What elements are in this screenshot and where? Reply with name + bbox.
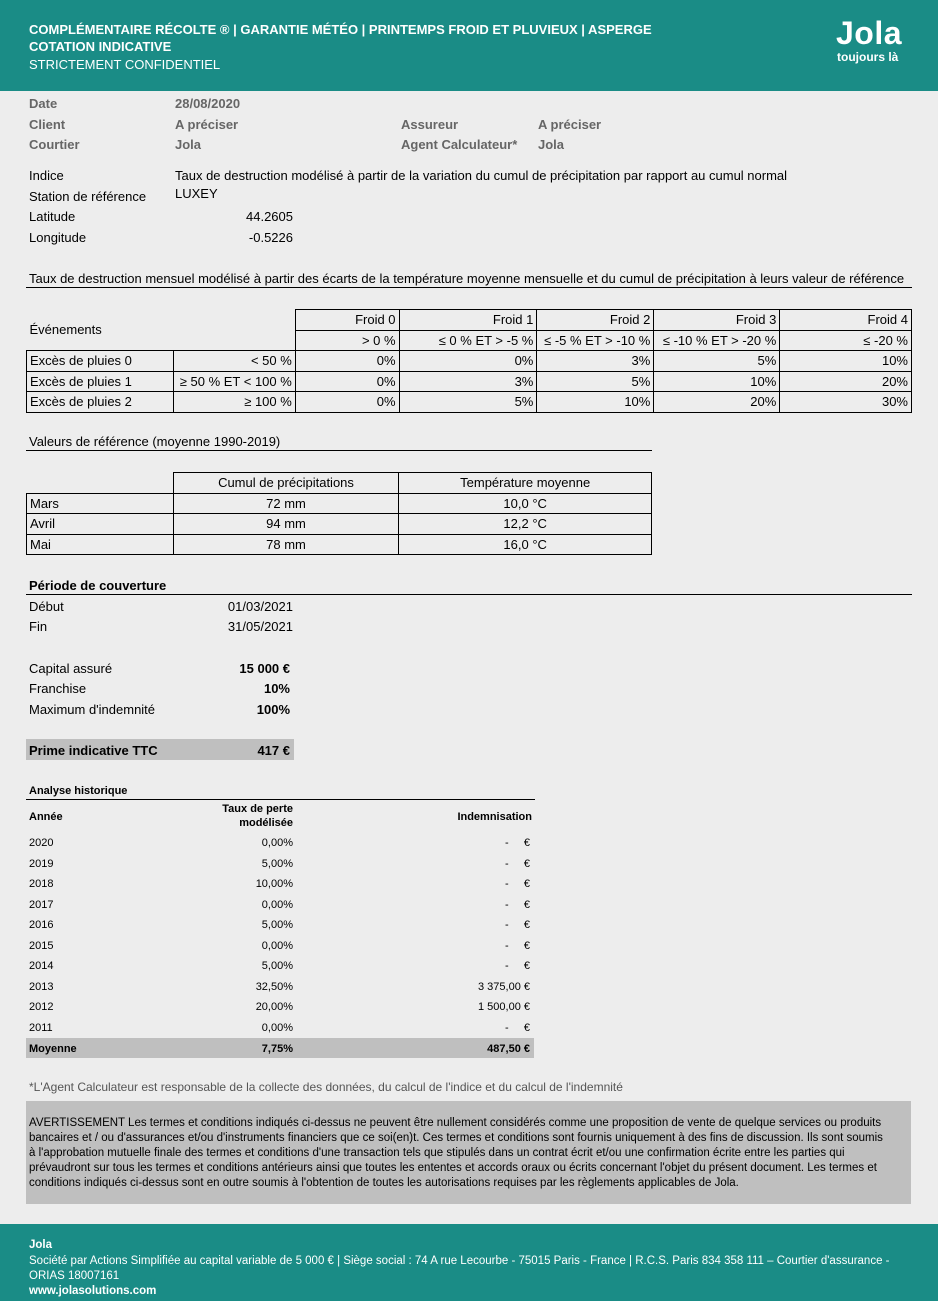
- history-indemnity: - €: [504, 858, 530, 870]
- history-year: 2014: [29, 960, 54, 972]
- precip-cell: 72 mm: [173, 493, 399, 514]
- threshold-froid-2: ≤ -5 % ET > -10 %: [537, 330, 654, 351]
- footer-legal-line2: ORIAS 18007161: [29, 1270, 120, 1282]
- average-label: Moyenne: [29, 1043, 77, 1055]
- reference-section-title: Valeurs de référence (moyenne 1990-2019): [29, 434, 281, 449]
- history-year: 2015: [29, 940, 54, 952]
- history-indemnity: - €: [504, 960, 530, 972]
- history-rate: 0,00%: [261, 1022, 293, 1034]
- destruction-rate-table: [26, 309, 912, 413]
- rate-cell: 3%: [399, 371, 537, 392]
- table-row: [27, 534, 652, 555]
- rate-cell: 3%: [537, 351, 654, 372]
- courtier-value: Jola: [175, 137, 202, 152]
- history-rate: 5,00%: [261, 960, 293, 972]
- history-indemnity: - €: [504, 837, 530, 849]
- date-value: 28/08/2020: [175, 96, 241, 111]
- history-year: 2011: [29, 1022, 53, 1034]
- rate-cell: 10%: [780, 351, 912, 372]
- rate-cell: 30%: [780, 392, 912, 413]
- history-section-title: Analyse historique: [29, 785, 128, 797]
- section-divider: [26, 450, 652, 451]
- threshold-froid-0: > 0 %: [295, 330, 399, 351]
- history-rate: 5,00%: [261, 919, 293, 931]
- indice-value: Taux de destruction modélisé à partir de la variation du cumul de précipitation par rapport au cumul normal: [175, 168, 788, 183]
- rate-cell: 0%: [399, 351, 537, 372]
- col-header-froid-0: Froid 0: [295, 310, 399, 331]
- client-label: Client: [29, 117, 66, 132]
- history-rate: 0,00%: [261, 899, 293, 911]
- footer-company: Jola: [29, 1239, 53, 1251]
- prime-label: Prime indicative TTC: [29, 743, 158, 758]
- disclaimer-line: bancaires et / ou d'assurances et/ou d'instruments financiers que ce soi(en)t. Ces termes et conditions sont fournis uniquement à des fins de discussion. Ils sont soumis: [29, 1132, 883, 1144]
- row-label: Excès de pluies 0: [27, 351, 174, 372]
- history-year: 2017: [29, 899, 54, 911]
- history-indemnity: - €: [504, 919, 530, 931]
- client-value: A préciser: [175, 117, 239, 132]
- table-row: [27, 514, 652, 535]
- capital-value: 15 000 €: [239, 661, 290, 676]
- rate-cell: 0%: [295, 351, 399, 372]
- history-year: 2013: [29, 981, 54, 993]
- longitude-value: -0.5226: [248, 230, 293, 245]
- precip-cell: 94 mm: [173, 514, 399, 535]
- date-label: Date: [29, 96, 58, 111]
- assureur-value: A préciser: [538, 117, 602, 132]
- col-header-temp: Température moyenne: [399, 473, 652, 494]
- history-year: 2020: [29, 837, 54, 849]
- row-condition: ≥ 50 % ET < 100 %: [173, 371, 295, 392]
- max-indemnity-label: Maximum d'indemnité: [29, 702, 156, 717]
- history-rate: 20,00%: [255, 1001, 293, 1013]
- month-cell: Avril: [27, 514, 174, 535]
- history-year: 2012: [29, 1001, 54, 1013]
- average-indemnity: 487,50 €: [487, 1043, 530, 1055]
- assureur-label: Assureur: [401, 117, 459, 132]
- franchise-value: 10%: [263, 681, 290, 696]
- fin-value: 31/05/2021: [227, 619, 293, 634]
- section-divider: [26, 799, 535, 800]
- rate-cell: 0%: [295, 371, 399, 392]
- disclaimer-box: [26, 1101, 911, 1204]
- agent-value: Jola: [538, 137, 565, 152]
- table-row: [27, 493, 652, 514]
- monthly-section-title: Taux de destruction mensuel modélisé à partir des écarts de la température moyenne mensuelle et du cumul de précipitation à leurs valeur de référence: [29, 271, 905, 286]
- history-col-rate-line2: modélisée: [239, 817, 293, 829]
- col-header-froid-1: Froid 1: [399, 310, 537, 331]
- history-rate: 0,00%: [261, 940, 293, 952]
- history-rate: 5,00%: [261, 858, 293, 870]
- history-rate: 32,50%: [255, 981, 293, 993]
- confidential-label: STRICTEMENT CONFIDENTIEL: [29, 57, 221, 72]
- section-divider: [26, 594, 912, 595]
- col-header-precip: Cumul de précipitations: [173, 473, 399, 494]
- footer-website-link[interactable]: www.jolasolutions.com: [29, 1285, 157, 1297]
- threshold-froid-3: ≤ -10 % ET > -20 %: [654, 330, 780, 351]
- row-condition: < 50 %: [173, 351, 295, 372]
- disclaimer-line: AVERTISSEMENT Les termes et conditions indiqués ci-dessus ne peuvent être nullement considérés comme une proposition de vente de quelque services ou produits: [29, 1117, 882, 1129]
- rate-cell: 20%: [654, 392, 780, 413]
- history-rate: 10,00%: [255, 878, 293, 890]
- agent-label: Agent Calculateur*: [401, 137, 518, 152]
- max-indemnity-value: 100%: [256, 702, 290, 717]
- document-title: COMPLÉMENTAIRE RÉCOLTE ® | GARANTIE MÉTÉO | PRINTEMPS FROID ET PLUVIEUX | ASPERGE: [29, 22, 652, 37]
- station-value: LUXEY: [175, 186, 218, 201]
- debut-value: 01/03/2021: [227, 599, 293, 614]
- table-row: [27, 371, 912, 392]
- logo-tagline: toujours là: [837, 50, 899, 64]
- row-condition: ≥ 100 %: [173, 392, 295, 413]
- reference-values-table: [26, 472, 652, 555]
- events-header: Événements: [27, 310, 296, 351]
- threshold-froid-1: ≤ 0 % ET > -5 %: [399, 330, 537, 351]
- temp-cell: 12,2 °C: [399, 514, 652, 535]
- history-indemnity: - €: [504, 899, 530, 911]
- fin-label: Fin: [29, 619, 48, 634]
- col-header-froid-2: Froid 2: [537, 310, 654, 331]
- prime-value: 417 €: [257, 743, 290, 758]
- capital-label: Capital assuré: [29, 661, 113, 676]
- history-indemnity: - €: [504, 940, 530, 952]
- history-col-rate-line1: Taux de perte: [222, 803, 293, 815]
- history-year: 2016: [29, 919, 54, 931]
- temp-cell: 10,0 °C: [399, 493, 652, 514]
- col-header-froid-4: Froid 4: [780, 310, 912, 331]
- courtier-label: Courtier: [29, 137, 80, 152]
- latitude-value: 44.2605: [246, 209, 293, 224]
- disclaimer-line: à l'approbation mutuelle finale des termes et conditions d'une transaction tels que stipulés dans un contrat écrit et/ou une confirmation écrite entre les parties qui: [29, 1147, 845, 1159]
- history-year: 2018: [29, 878, 54, 890]
- rate-cell: 5%: [537, 371, 654, 392]
- coverage-section-title: Période de couverture: [29, 578, 167, 593]
- section-divider: [26, 287, 912, 288]
- table-row: [27, 392, 912, 413]
- rate-cell: 10%: [537, 392, 654, 413]
- latitude-label: Latitude: [29, 209, 76, 224]
- franchise-label: Franchise: [29, 681, 87, 696]
- threshold-froid-4: ≤ -20 %: [780, 330, 912, 351]
- col-header-froid-3: Froid 3: [654, 310, 780, 331]
- rate-cell: 5%: [399, 392, 537, 413]
- precip-cell: 78 mm: [173, 534, 399, 555]
- history-col-year: Année: [29, 811, 63, 823]
- average-rate: 7,75%: [261, 1043, 293, 1055]
- month-cell: Mars: [27, 493, 174, 514]
- indice-label: Indice: [29, 168, 64, 183]
- history-indemnity: 1 500,00 €: [478, 1001, 530, 1013]
- jola-logo: [836, 15, 902, 63]
- history-col-indemnity: Indemnisation: [457, 811, 532, 823]
- history-year: 2019: [29, 858, 54, 870]
- month-cell: Mai: [27, 534, 174, 555]
- footnote: *L'Agent Calculateur est responsable de la collecte des données, du calcul de l'indice et du calcul de l'indemnité: [29, 1080, 623, 1094]
- longitude-label: Longitude: [29, 230, 87, 245]
- logo-name: Jola: [836, 15, 903, 51]
- history-indemnity: - €: [504, 1022, 530, 1034]
- document-subtitle: COTATION INDICATIVE: [29, 39, 172, 54]
- row-label: Excès de pluies 1: [27, 371, 174, 392]
- rate-cell: 5%: [654, 351, 780, 372]
- debut-label: Début: [29, 599, 64, 614]
- footer-banner: [0, 1224, 938, 1301]
- row-label: Excès de pluies 2: [27, 392, 174, 413]
- footer-legal-line1: Société par Actions Simplifiée au capital variable de 5 000 € | Siège social : 74 A rue Lecourbe - 75015 Paris - France | R.C.S. Paris 834 358 111 – Courtier d'assurance -: [29, 1255, 890, 1267]
- station-label: Station de référence: [29, 189, 147, 204]
- history-rate: 0,00%: [261, 837, 293, 849]
- temp-cell: 16,0 °C: [399, 534, 652, 555]
- disclaimer-line: conditions indiqués ci-dessus sont en outre soumis à l'obtention de toutes les autorisations requises par les règlements applicables de Jola.: [29, 1177, 739, 1189]
- empty-header-cell: [27, 473, 174, 494]
- history-indemnity: 3 375,00 €: [478, 981, 530, 993]
- header-banner: [0, 0, 938, 91]
- disclaimer-line: prévaudront sur tous les termes et conditions antérieurs ainsi que toutes les ententes et accords oraux ou écrits concernant l'objet du présent document. Les termes et: [29, 1162, 877, 1174]
- rate-cell: 20%: [780, 371, 912, 392]
- table-row: [27, 351, 912, 372]
- history-indemnity: - €: [504, 878, 530, 890]
- rate-cell: 0%: [295, 392, 399, 413]
- rate-cell: 10%: [654, 371, 780, 392]
